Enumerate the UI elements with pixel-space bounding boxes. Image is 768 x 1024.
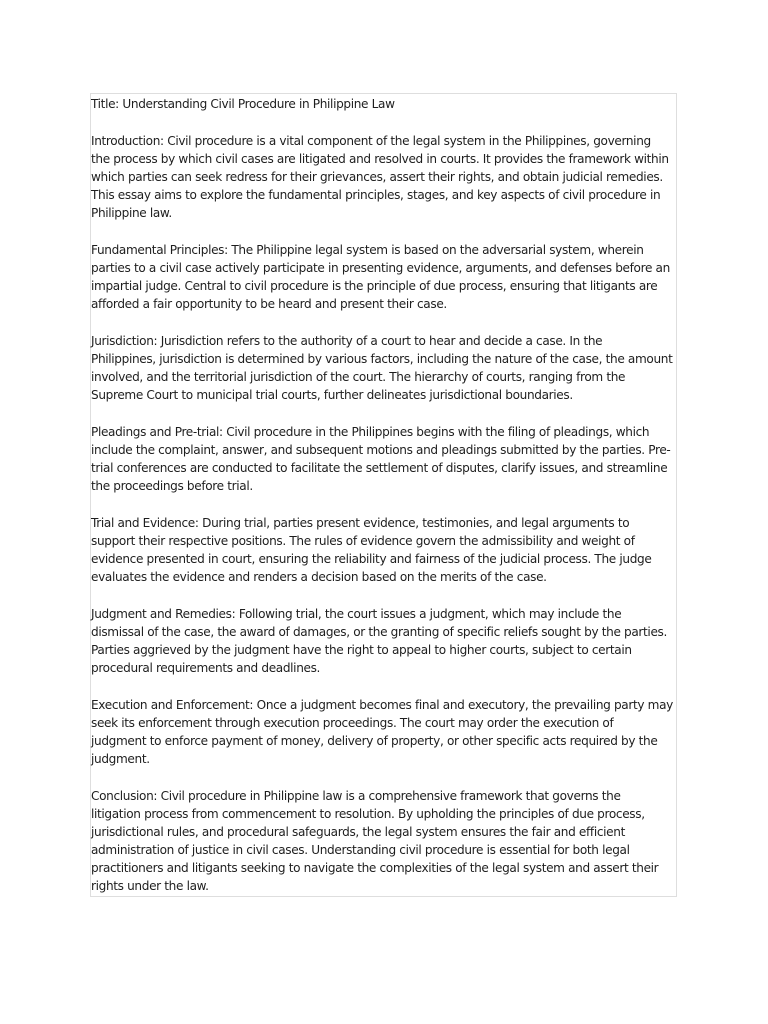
text-line: judgment. <box>91 752 150 766</box>
text-line: trial conferences are conducted to facilitate the settlement of disputes, clarify issues, and streamline <box>91 461 668 475</box>
text-line: Supreme Court to municipal trial courts, further delineates jurisdictional boundaries. <box>91 388 573 402</box>
text-line: afforded a fair opportunity to be heard and present their case. <box>91 297 447 311</box>
text-line: Fundamental Principles: The Philippine legal system is based on the adversarial system, wherein <box>91 243 644 257</box>
document-title <box>91 95 676 113</box>
text-line: evidence presented in court, ensuring the reliability and fairness of the judicial process. The judge <box>91 552 652 566</box>
text-line: include the complaint, answer, and subsequent motions and pleadings submitted by the parties. Pre- <box>91 443 671 457</box>
paragraph-conclusion <box>91 787 676 895</box>
text-line: evaluates the evidence and renders a decision based on the merits of the case. <box>91 570 547 584</box>
text-line: Conclusion: Civil procedure in Philippine law is a comprehensive framework that governs the <box>91 789 621 803</box>
paragraph-execution-enforcement <box>91 696 676 768</box>
text-line: Pleadings and Pre-trial: Civil procedure in the Philippines begins with the filing of pleadings, which <box>91 425 650 439</box>
paragraph-pleadings-pretrial <box>91 423 676 495</box>
paragraph-trial-evidence <box>91 514 676 586</box>
text-line: Jurisdiction: Jurisdiction refers to the authority of a court to hear and decide a case. In the <box>91 334 603 348</box>
text-line: Parties aggrieved by the judgment have the right to appeal to higher courts, subject to certain <box>91 643 632 657</box>
text-line: Philippines, jurisdiction is determined by various factors, including the nature of the case, the amount <box>91 352 673 366</box>
text-line: impartial judge. Central to civil procedure is the principle of due process, ensuring that litigants are <box>91 279 658 293</box>
title-line: Title: Understanding Civil Procedure in Philippine Law <box>91 97 395 111</box>
text-line: rights under the law. <box>91 879 209 893</box>
paragraph-introduction <box>91 132 676 222</box>
document-page <box>90 93 677 897</box>
text-line: Introduction: Civil procedure is a vital component of the legal system in the Philippines, governing <box>91 134 651 148</box>
text-line: jurisdictional rules, and procedural safeguards, the legal system ensures the fair and efficient <box>91 825 625 839</box>
paragraph-fundamental-principles <box>91 241 676 313</box>
text-line: which parties can seek redress for their grievances, assert their rights, and obtain judicial remedies. <box>91 170 663 184</box>
text-line: seek its enforcement through execution proceedings. The court may order the execution of <box>91 716 614 730</box>
text-line: judgment to enforce payment of money, delivery of property, or other specific acts required by the <box>91 734 658 748</box>
text-line: involved, and the territorial jurisdiction of the court. The hierarchy of courts, ranging from the <box>91 370 626 384</box>
paragraph-jurisdiction <box>91 332 676 404</box>
text-line: practitioners and litigants seeking to navigate the complexities of the legal system and assert their <box>91 861 659 875</box>
text-line: parties to a civil case actively participate in presenting evidence, arguments, and defenses before an <box>91 261 670 275</box>
text-line: Execution and Enforcement: Once a judgment becomes final and executory, the prevailing party may <box>91 698 673 712</box>
text-line: litigation process from commencement to resolution. By upholding the principles of due process, <box>91 807 645 821</box>
text-line: Judgment and Remedies: Following trial, the court issues a judgment, which may include the <box>91 607 622 621</box>
text-line: support their respective positions. The rules of evidence govern the admissibility and weight of <box>91 534 635 548</box>
text-line: This essay aims to explore the fundamental principles, stages, and key aspects of civil procedure in <box>91 188 661 202</box>
text-line: dismissal of the case, the award of damages, or the granting of specific reliefs sought by the parties. <box>91 625 667 639</box>
paragraph-judgment-remedies <box>91 605 676 677</box>
text-line: the process by which civil cases are litigated and resolved in courts. It provides the framework within <box>91 152 669 166</box>
text-line: procedural requirements and deadlines. <box>91 661 321 675</box>
text-line: Philippine law. <box>91 206 172 220</box>
text-line: the proceedings before trial. <box>91 479 253 493</box>
text-line: administration of justice in civil cases. Understanding civil procedure is essential for both legal <box>91 843 630 857</box>
text-line: Trial and Evidence: During trial, parties present evidence, testimonies, and legal arguments to <box>91 516 630 530</box>
